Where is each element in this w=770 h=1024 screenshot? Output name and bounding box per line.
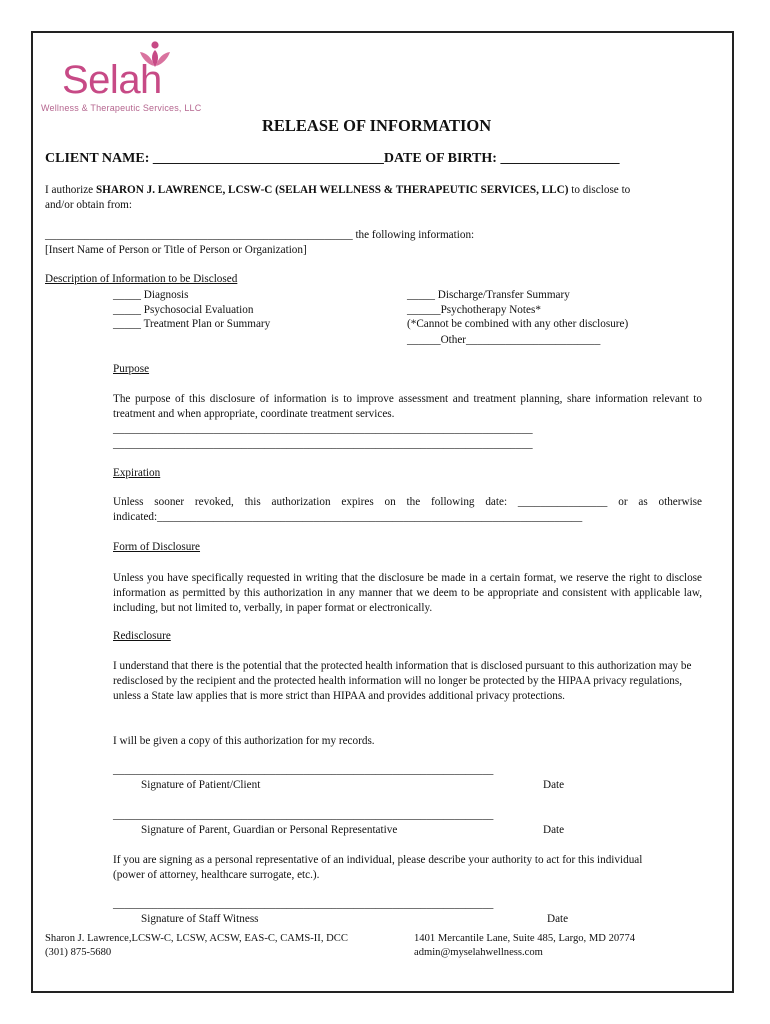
description-item[interactable]: _____ Psychosocial Evaluation <box>113 304 254 316</box>
description-item[interactable]: _____ Diagnosis <box>113 289 189 301</box>
purpose-field[interactable]: ___________________________________________________________________________ <box>113 438 533 450</box>
form-text: Unless you have specifically requested in writing that the disclosure be made in a certain format, we reserve the right to disclose information as permitted by this authorization in any manner that we deem to be appropriate and consistent with applicable law, including, but not limited to, verbally, in paper format or electronically. <box>113 572 702 614</box>
document-title: RELEASE OF INFORMATION <box>262 116 492 135</box>
dob-field[interactable]: _________________ <box>500 151 620 166</box>
authorize-suffix: to disclose to <box>568 184 631 196</box>
footer-email[interactable]: admin@myselahwellness.com <box>414 947 543 958</box>
purpose-field[interactable]: ___________________________________________________________________________ <box>113 423 533 435</box>
expiration-line[interactable]: Unless sooner revoked, this authorization expires on the following date: ________________ or as otherwise <box>113 496 702 508</box>
logo-name: Selah <box>62 58 162 102</box>
date-label: Date <box>543 779 565 791</box>
dob-label: DATE OF BIRTH: <box>383 151 501 166</box>
description-item[interactable]: _____ Discharge/Transfer Summary <box>407 289 570 301</box>
date-label: Date <box>543 824 565 836</box>
representative-note: If you are signing as a personal representative of an individual, please describe your authority to act for this individual (power of attorney, healthcare surrogate, etc.). <box>113 854 643 881</box>
signature-line-patient[interactable]: ____________________________________________________________________ <box>113 764 494 776</box>
recipient-hint: [Insert Name of Person or Title of Person or Organization] <box>45 244 307 256</box>
form-heading: Form of Disclosure <box>113 541 201 553</box>
copy-note: I will be given a copy of this authorization for my records. <box>113 735 375 747</box>
logo-subtitle: Wellness & Therapeutic Services, LLC <box>41 103 202 113</box>
signature-label: Signature of Parent, Guardian or Personal Representative <box>141 824 398 836</box>
description-note: (*Cannot be combined with any other disclosure) <box>407 318 629 330</box>
description-item[interactable]: ______Psychotherapy Notes* <box>407 304 541 316</box>
footer-phone: (301) 875-5680 <box>45 947 112 958</box>
footer-credentials: Sharon J. Lawrence,LCSW-C, LCSW, ACSW, EAS-C, CAMS-II, DCC <box>45 933 348 944</box>
authorize-provider: SHARON J. LAWRENCE, LCSW-C (SELAH WELLNESS & THERAPEUTIC SERVICES, LLC) <box>95 184 569 196</box>
signature-label: Signature of Patient/Client <box>141 779 261 791</box>
purpose-text: The purpose of this disclosure of information is to improve assessment and treatment planning, share information relevant to treatment and when appropriate, coordinate treatment services. <box>113 393 702 420</box>
authorize-prefix: I authorize <box>45 184 96 196</box>
expiration-heading: Expiration <box>113 467 161 479</box>
client-name-field[interactable]: _________________________________ <box>152 151 384 166</box>
signature-line-representative[interactable]: ____________________________________________________________________ <box>113 809 494 821</box>
redisclosure-heading: Redisclosure <box>113 630 171 642</box>
client-line <box>45 151 619 167</box>
description-heading: Description of Information to be Disclosed <box>45 273 238 285</box>
recipient-line <box>45 229 474 241</box>
redisclosure-text: I understand that there is the potential that the protected health information that is disclosed pursuant to this authorization may be redisclosed by the recipient and the protected health information will no longer be protected by the HIPAA privacy regulations, unless a State law applies that is more strict than HIPAA and provides additional privacy protections. <box>113 660 692 702</box>
recipient-field[interactable]: _______________________________________________________ <box>45 229 353 241</box>
client-name-label: CLIENT NAME: <box>45 151 153 166</box>
description-item[interactable]: _____ Treatment Plan or Summary <box>113 318 271 330</box>
authorize-line <box>45 184 727 196</box>
purpose-heading: Purpose <box>113 363 150 375</box>
authorize-line-2: and/or obtain from: <box>45 199 132 211</box>
signature-line-witness[interactable]: ____________________________________________________________________ <box>113 898 494 910</box>
following-info-text: the following information: <box>352 229 475 241</box>
description-item[interactable]: ______Other________________________ <box>407 334 601 346</box>
expiration-indicated[interactable]: indicated:____________________________________________________________________________ <box>113 511 583 523</box>
footer-address: 1401 Mercantile Lane, Suite 485, Largo, MD 20774 <box>414 933 636 944</box>
date-label: Date <box>547 913 569 925</box>
signature-label: Signature of Staff Witness <box>141 913 259 925</box>
